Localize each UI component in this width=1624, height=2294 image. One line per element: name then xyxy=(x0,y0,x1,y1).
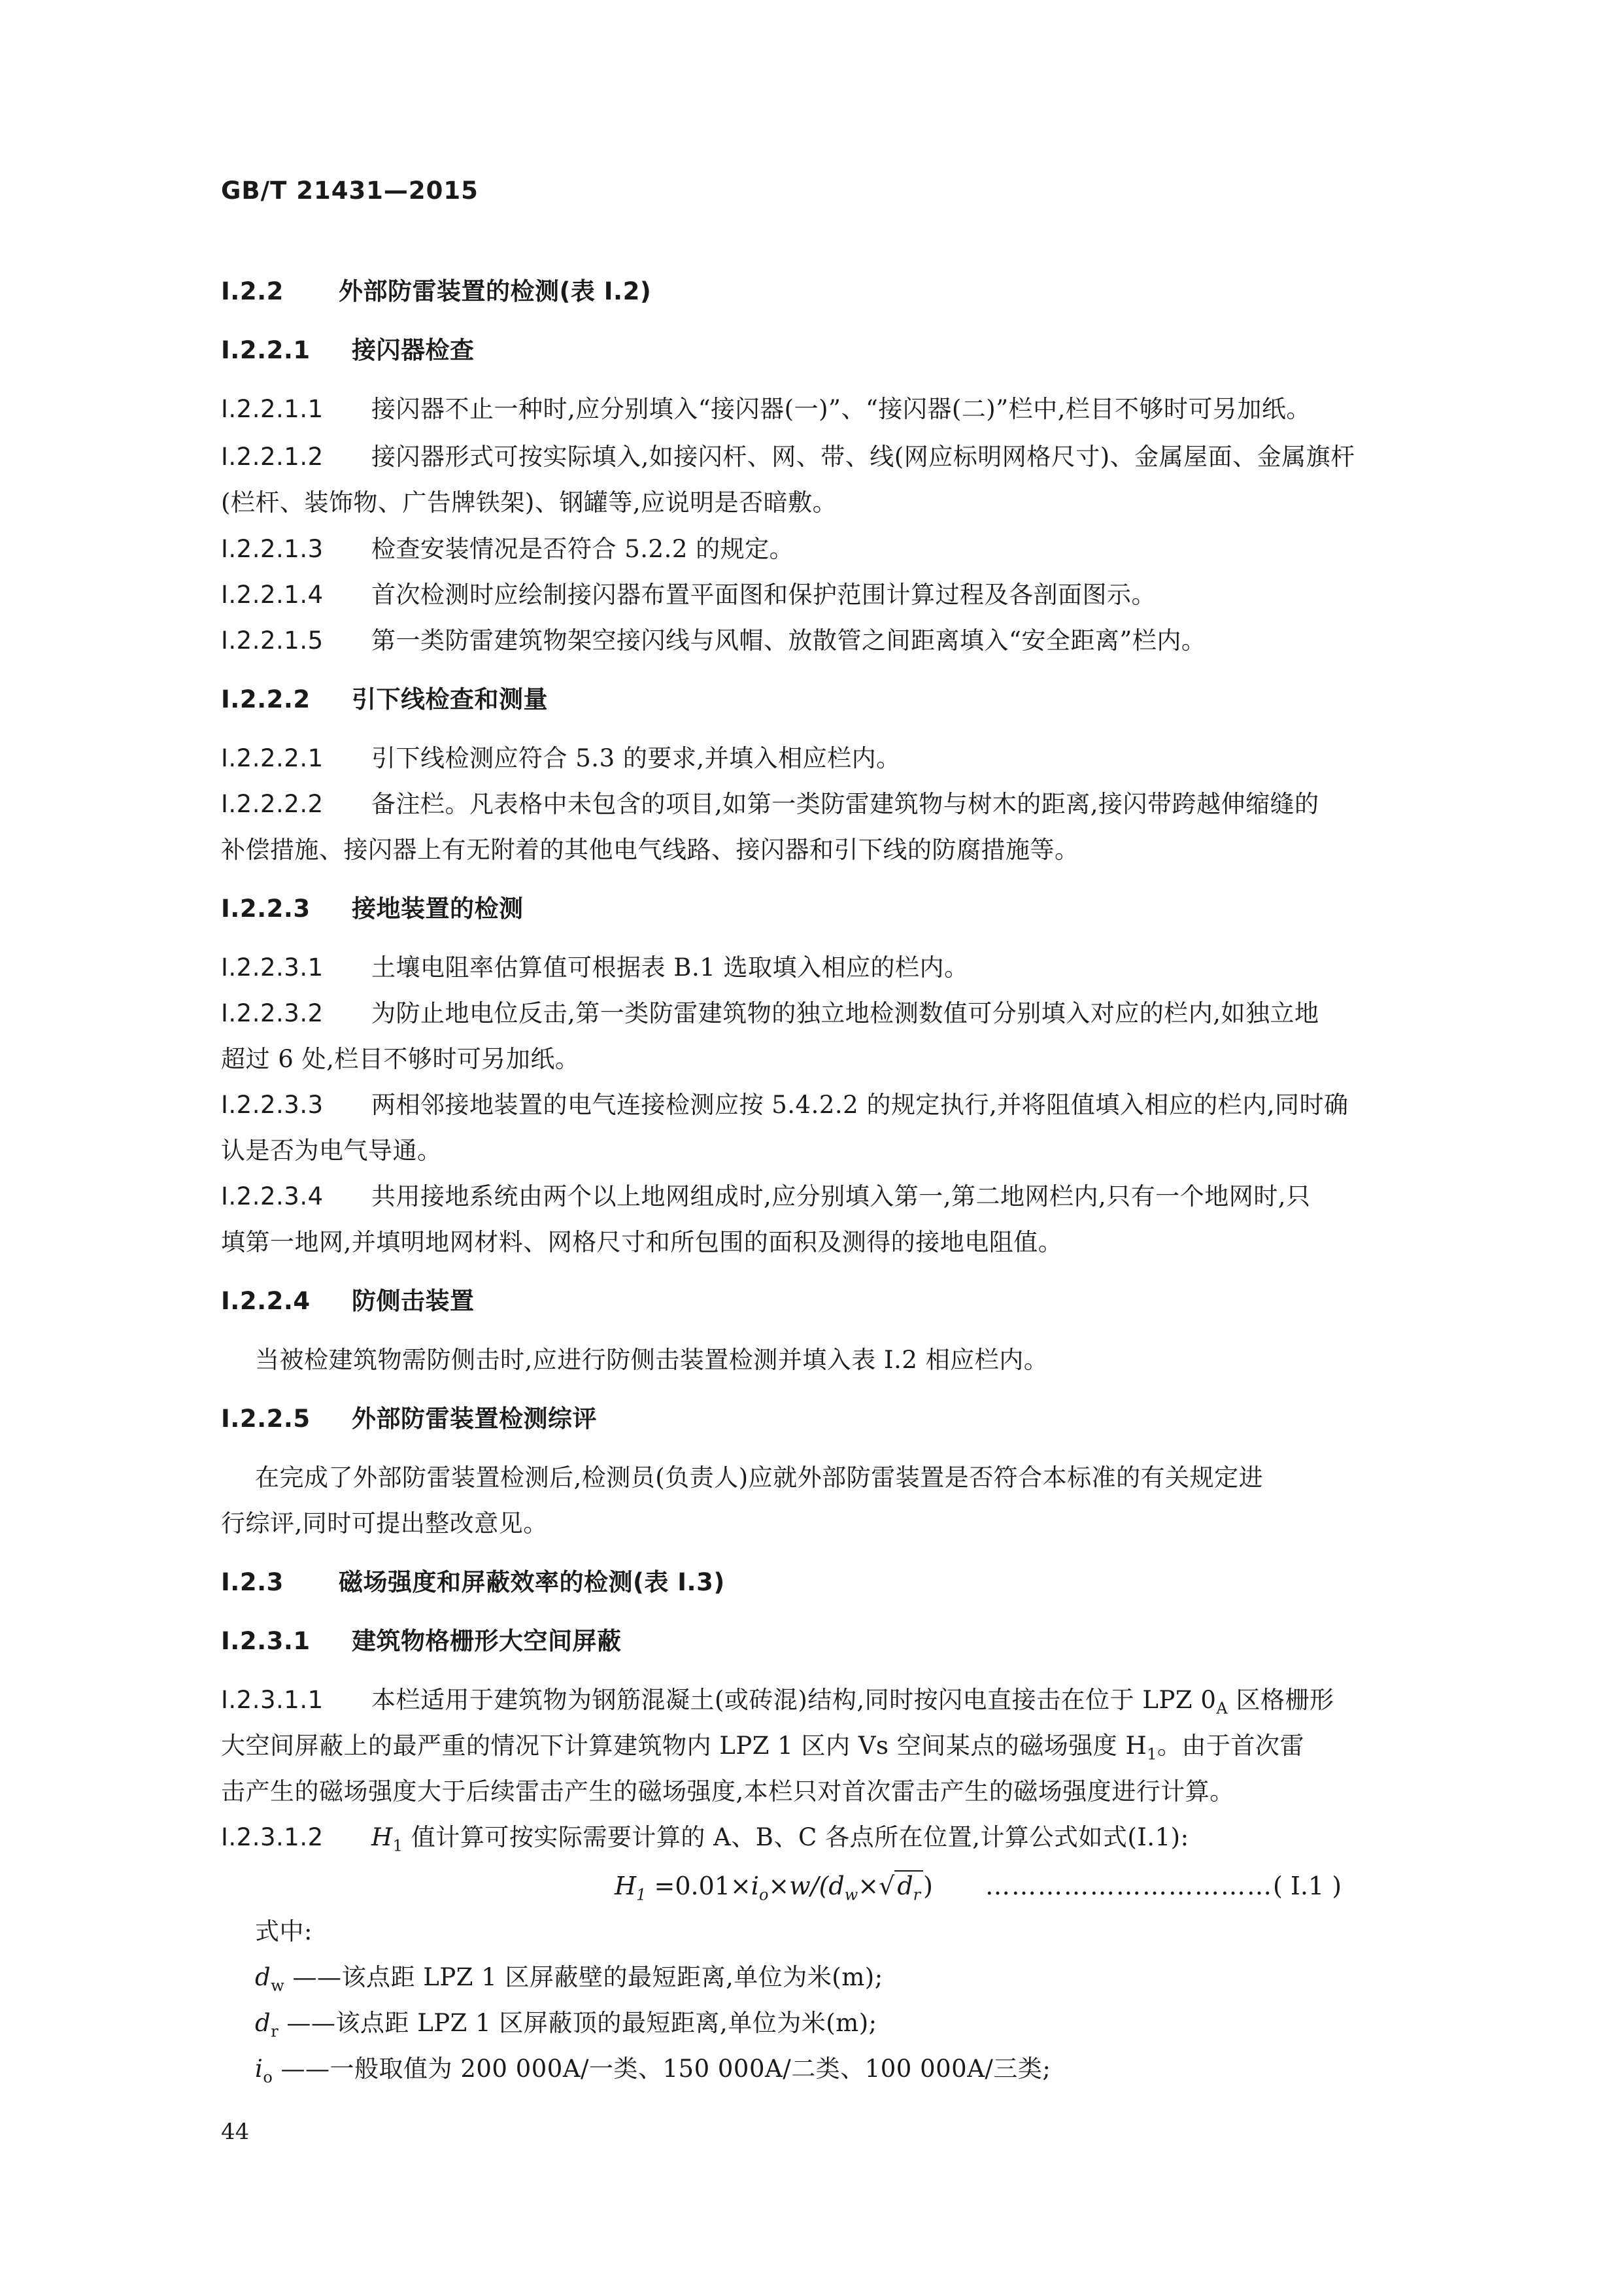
formula-leader: …………………………… xyxy=(985,1872,1273,1900)
paragraph xyxy=(221,394,1450,425)
section-heading xyxy=(221,684,1450,715)
section-heading xyxy=(221,893,1450,925)
section-number: I.2.2.3 xyxy=(221,895,311,923)
section-title: 磁场强度和屏蔽效率的检测(表 I.3) xyxy=(339,1568,725,1596)
clause-number: I.2.3.1.2 xyxy=(221,1823,324,1851)
clause-text: 首次检测时应绘制接闪器布置平面图和保护范围计算过程及各剖面图示。 xyxy=(371,581,1156,609)
clause-number: I.2.2.1.4 xyxy=(221,581,324,609)
clause-number: I.2.2.1.2 xyxy=(221,443,324,471)
definition-item xyxy=(255,2053,1484,2093)
symbol: H xyxy=(371,1823,393,1851)
clause-text: 检查安装情况是否符合 5.2.2 的规定。 xyxy=(371,535,794,563)
clause-number: I.2.2.2.1 xyxy=(221,744,324,772)
paragraph xyxy=(221,998,1450,1029)
formula-symbol: H xyxy=(615,1872,637,1900)
formula-number: ( I.1 ) xyxy=(1272,1872,1342,1900)
clause-text: 大空间屏蔽上的最严重的情况下计算建筑物内 LPZ 1 区内 Vs 空间某点的磁场强度 H xyxy=(221,1732,1147,1760)
clause-number: I.2.2.2.2 xyxy=(221,790,324,818)
definition-text: ——该点距 LPZ 1 区屏蔽顶的最短距离,单位为米(m); xyxy=(279,2009,877,2037)
subscript: 1 xyxy=(636,1885,647,1904)
paragraph-continuation: (栏杆、装饰物、广告牌铁架)、钢罐等,应说明是否暗敷。 xyxy=(221,488,837,517)
paragraph xyxy=(221,743,1450,774)
standard-number: GB/T 21431—2015 xyxy=(221,177,479,205)
clause-text: 为防止地电位反击,第一类防雷建筑物的独立地检测数值可分别填入对应的栏内,如独立地 xyxy=(371,999,1319,1027)
subscript: 1 xyxy=(1147,1745,1158,1764)
symbol: d xyxy=(255,2009,271,2037)
clause-text: 共用接地系统由两个以上地网组成时,应分别填入第一,第二地网栏内,只有一个地网时,只 xyxy=(371,1182,1311,1210)
paragraph-continuation: 行综评,同时可提出整改意见。 xyxy=(221,1509,548,1537)
clause-number: I.2.2.1.1 xyxy=(221,395,324,423)
clause-text: 值计算可按实际需要计算的 A、B、C 各点所在位置,计算公式如式(I.1): xyxy=(403,1823,1189,1851)
clause-number: I.2.2.1.5 xyxy=(221,626,324,655)
clause-number: I.2.2.3.1 xyxy=(221,953,324,982)
paragraph xyxy=(221,789,1450,820)
clause-text: 第一类防雷建筑物架空接闪线与风帽、放散管之间距离填入“安全距离”栏内。 xyxy=(371,626,1206,655)
subscript: 1 xyxy=(392,1836,403,1855)
clause-text: 本栏适用于建筑物为钢筋混凝土(或砖混)结构,同时按闪电直接击在位于 LPZ 0 xyxy=(371,1686,1217,1714)
symbol: d xyxy=(255,1963,271,1991)
clause-number: I.2.3.1.1 xyxy=(221,1686,324,1714)
section-title: 接地装置的检测 xyxy=(352,895,524,923)
definition-item xyxy=(255,1962,1484,2001)
subscript: r xyxy=(271,2022,279,2041)
section-heading xyxy=(221,1403,1450,1435)
paragraph-continuation: 填第一地网,并填明地网材料、网格尺寸和所包围的面积及测得的接地电阻值。 xyxy=(221,1228,1063,1256)
section-number: I.2.2.5 xyxy=(221,1405,311,1433)
paragraph xyxy=(221,1685,1450,1724)
section-title: 接闪器检查 xyxy=(352,336,475,364)
sqrt-radicand xyxy=(894,1870,923,1904)
paragraph xyxy=(221,1822,1450,1861)
formula-part: ) xyxy=(923,1872,933,1900)
section-title: 外部防雷装置检测综评 xyxy=(352,1405,597,1433)
subscript: A xyxy=(1216,1699,1228,1718)
section-title: 引下线检查和测量 xyxy=(352,685,548,713)
paragraph-continuation: 击产生的磁场强度大于后续雷击产生的磁场强度,本栏只对首次雷击产生的磁场强度进行计算。 xyxy=(221,1777,1234,1806)
clause-number: I.2.2.1.3 xyxy=(221,535,324,563)
page-number: 44 xyxy=(221,2119,250,2145)
clause-text: 两相邻接地装置的电气连接检测应按 5.4.2.2 的规定执行,并将阻值填入相应的栏内,同时确 xyxy=(371,1091,1349,1119)
paragraph-continuation: 超过 6 处,栏目不够时可另加纸。 xyxy=(221,1045,580,1073)
clause-number: I.2.2.3.2 xyxy=(221,999,324,1027)
section-title: 建筑物格栅形大空间屏蔽 xyxy=(352,1627,622,1655)
section-heading xyxy=(221,276,1450,307)
paragraph xyxy=(221,441,1450,473)
clause-number: I.2.2.3.3 xyxy=(221,1091,324,1119)
section-heading xyxy=(221,1626,1450,1657)
subscript: w xyxy=(844,1885,858,1904)
symbol: i xyxy=(255,2055,263,2083)
formula-symbol: d xyxy=(897,1872,913,1900)
formula-part: × xyxy=(858,1872,879,1900)
paragraph-continuation xyxy=(221,1730,1450,1770)
paragraph xyxy=(221,1089,1450,1121)
where-label: 式中: xyxy=(255,1917,313,1945)
sqrt-icon: √ xyxy=(879,1872,895,1900)
definition-text: ——一般取值为 200 000A/一类、150 000A/二类、100 000A/三类; xyxy=(273,2055,1051,2083)
formula-part: ×w/(d xyxy=(768,1872,845,1900)
formula-i1 xyxy=(615,1870,1342,1904)
paragraph xyxy=(221,579,1450,611)
subscript: o xyxy=(263,2068,273,2087)
clause-text: 接闪器不止一种时,应分别填入“接闪器(一)”、“接闪器(二)”栏中,栏目不够时可另加纸。 xyxy=(371,395,1311,423)
definition-text: ——该点距 LPZ 1 区屏蔽壁的最短距离,单位为米(m); xyxy=(284,1963,883,1991)
subscript: o xyxy=(758,1885,769,1904)
clause-text: 。由于首次雷 xyxy=(1157,1732,1305,1760)
paragraph xyxy=(221,952,1450,984)
subscript: r xyxy=(913,1885,921,1904)
section-number: I.2.3 xyxy=(221,1568,284,1596)
clause-text: 备注栏。凡表格中未包含的项目,如第一类防雷建筑物与树木的距离,接闪带跨越伸缩缝的 xyxy=(371,790,1319,818)
paragraph xyxy=(221,625,1450,657)
clause-text: 引下线检测应符合 5.3 的要求,并填入相应栏内。 xyxy=(371,744,901,772)
section-number: I.2.2.2 xyxy=(221,685,311,713)
formula-symbol: i xyxy=(751,1872,759,1900)
section-heading xyxy=(221,335,1450,366)
section-number: I.2.2.4 xyxy=(221,1287,311,1315)
formula-part: =0.01× xyxy=(646,1872,751,1900)
paragraph: 在完成了外部防雷装置检测后,检测员(负责人)应就外部防雷装置是否符合本标准的有关规定进 xyxy=(255,1464,1264,1492)
paragraph xyxy=(221,534,1450,565)
paragraph-continuation: 认是否为电气导通。 xyxy=(221,1137,442,1165)
paragraph: 当被检建筑物需防侧击时,应进行防侧击装置检测并填入表 I.2 相应栏内。 xyxy=(255,1346,1049,1374)
paragraph-continuation: 补偿措施、接闪器上有无附着的其他电气线路、接闪器和引下线的防腐措施等。 xyxy=(221,836,1079,864)
clause-number: I.2.2.3.4 xyxy=(221,1182,324,1210)
section-number: I.2.3.1 xyxy=(221,1627,311,1655)
section-heading xyxy=(221,1567,1450,1598)
clause-text: 区格栅形 xyxy=(1228,1686,1334,1714)
section-title: 外部防雷装置的检测(表 I.2) xyxy=(339,277,652,305)
subscript: w xyxy=(271,1976,285,1995)
clause-text: 土壤电阻率估算值可根据表 B.1 选取填入相应的栏内。 xyxy=(371,953,969,982)
paragraph xyxy=(221,1181,1450,1212)
clause-text: 接闪器形式可按实际填入,如接闪杆、网、带、线(网应标明网格尺寸)、金属屋面、金属旗杆 xyxy=(371,443,1355,471)
section-title: 防侧击装置 xyxy=(352,1287,475,1315)
section-heading xyxy=(221,1286,1450,1317)
section-number: I.2.2.1 xyxy=(221,336,311,364)
definition-item xyxy=(255,2008,1484,2047)
section-number: I.2.2 xyxy=(221,277,284,305)
